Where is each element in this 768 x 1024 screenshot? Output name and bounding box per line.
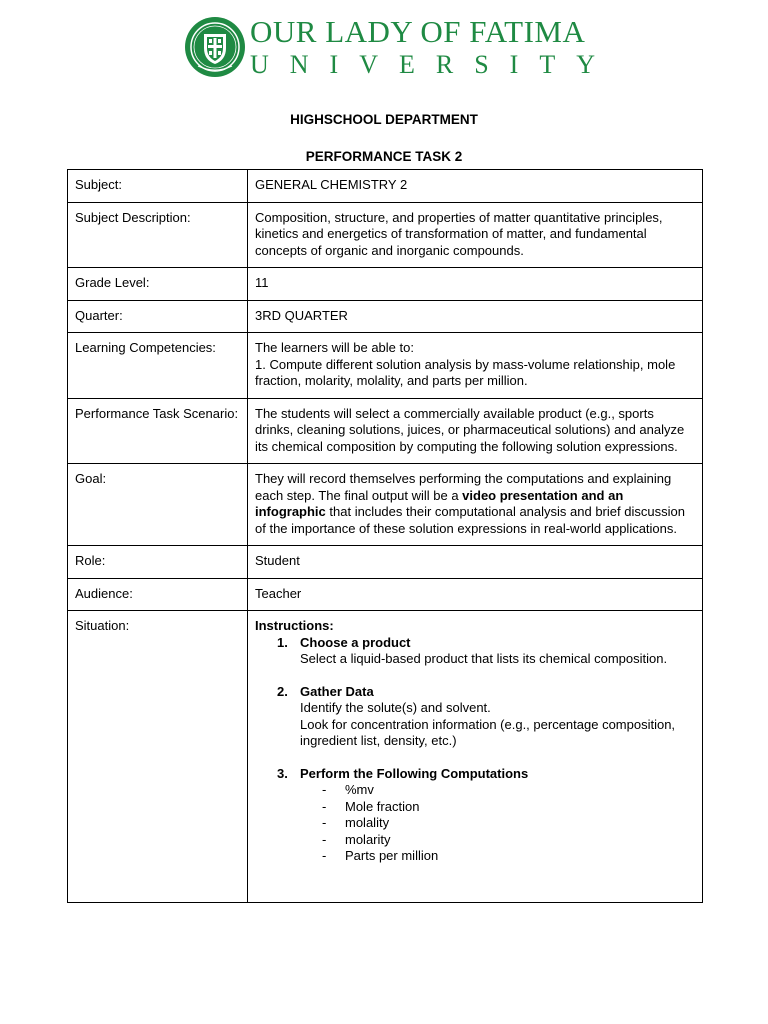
- task-table: [67, 169, 703, 903]
- instructions-title: Instructions:: [255, 618, 334, 633]
- step-line: Select a liquid-based product that lists its chemical composition.: [300, 651, 668, 666]
- list-item: [255, 832, 695, 849]
- spacer: [255, 668, 695, 684]
- row-value-competencies: [248, 333, 703, 399]
- task-title: PERFORMANCE TASK 2: [305, 149, 463, 164]
- computation-item: Mole fraction: [345, 798, 420, 814]
- bullet-dash-icon: -: [322, 798, 327, 814]
- row-value-role: Student: [248, 546, 703, 579]
- table-row: [68, 268, 703, 301]
- table-row: [68, 578, 703, 611]
- table-row: [68, 464, 703, 546]
- row-label-description: Subject Description:: [68, 202, 248, 268]
- computation-item: %mv: [345, 782, 374, 797]
- row-value-description: Composition, structure, and properties of matter quantitative principles, kinetics and energetics of transformation of matter, and fundamental concepts of organic and inorganic compounds.: [248, 202, 703, 268]
- list-item: [255, 782, 695, 799]
- row-value-quarter: 3RD QUARTER: [248, 300, 703, 333]
- computation-item: molarity: [345, 831, 391, 847]
- table-row: [68, 398, 703, 464]
- computation-item: molality: [345, 815, 390, 830]
- bullet-dash-icon: -: [322, 815, 327, 830]
- instruction-step: [255, 635, 695, 668]
- goal-text-bold: video presentation and an infographic: [255, 487, 624, 519]
- step-line: Identify the solute(s) and solvent.: [300, 700, 491, 715]
- university-name-line1: OUR LADY OF FATIMA: [250, 14, 586, 49]
- row-label-audience: Audience:: [68, 578, 248, 611]
- table-row: [68, 546, 703, 579]
- spacer: [255, 750, 695, 766]
- row-label-grade: Grade Level:: [68, 268, 248, 301]
- bullet-dash-icon: -: [322, 848, 327, 863]
- computation-item: Parts per million: [345, 848, 439, 863]
- row-value-goal: [248, 464, 703, 546]
- step-title: Gather Data: [300, 683, 374, 699]
- university-name-line2: UNIVERSITY: [250, 50, 616, 79]
- table-row: [68, 300, 703, 333]
- row-label-situation: Situation:: [68, 611, 248, 903]
- goal-text-end: that includes their computational analysis and brief discussion of the importance of these solution expressions in real-world applications.: [255, 504, 685, 536]
- row-label-scenario: Performance Task Scenario:: [68, 398, 248, 464]
- row-label-goal: Goal:: [68, 464, 248, 546]
- row-label-subject: Subject:: [68, 170, 248, 203]
- row-label-competencies: Learning Competencies:: [68, 333, 248, 399]
- competencies-intro: The learners will be able to:: [255, 340, 414, 355]
- row-label-quarter: Quarter:: [68, 300, 248, 333]
- step-number: 2.: [277, 683, 288, 699]
- goal-text-start: They will record themselves performing the computations and explaining each step. The final output will be a: [255, 471, 672, 503]
- university-header: [184, 14, 616, 80]
- table-row: [68, 611, 703, 903]
- row-value-grade: 11: [248, 268, 703, 301]
- step-number: 3.: [277, 765, 288, 781]
- department-title: HIGHSCHOOL DEPARTMENT: [290, 112, 478, 127]
- list-item: [255, 815, 695, 832]
- row-value-situation: [248, 611, 703, 903]
- step-line: Look for concentration information (e.g., percentage composition, ingredient list, density, etc.): [300, 716, 676, 748]
- row-value-subject: GENERAL CHEMISTRY 2: [248, 170, 703, 203]
- list-item: [255, 799, 695, 816]
- table-row: [68, 170, 703, 203]
- row-label-role: Role:: [68, 546, 248, 579]
- step-title: Choose a product: [300, 634, 411, 650]
- competencies-item: 1. Compute different solution analysis by mass-volume relationship, mole fraction, molarity, molality, and parts per million.: [255, 356, 676, 388]
- row-value-audience: Teacher: [248, 578, 703, 611]
- row-value-scenario: The students will select a commercially available product (e.g., sports drinks, cleaning solutions, juices, or pharmaceutical solutions) and analyze its chemical composition by computing the following solution expressions.: [248, 398, 703, 464]
- table-row: [68, 202, 703, 268]
- university-seal-icon: [184, 16, 246, 78]
- bullet-dash-icon: -: [322, 782, 327, 797]
- list-item: [255, 848, 695, 865]
- table-row: [68, 333, 703, 399]
- bullet-dash-icon: -: [322, 831, 327, 847]
- step-title: Perform the Following Computations: [300, 765, 529, 781]
- instruction-step: [255, 766, 695, 783]
- step-number: 1.: [277, 634, 288, 650]
- instruction-step: [255, 684, 695, 750]
